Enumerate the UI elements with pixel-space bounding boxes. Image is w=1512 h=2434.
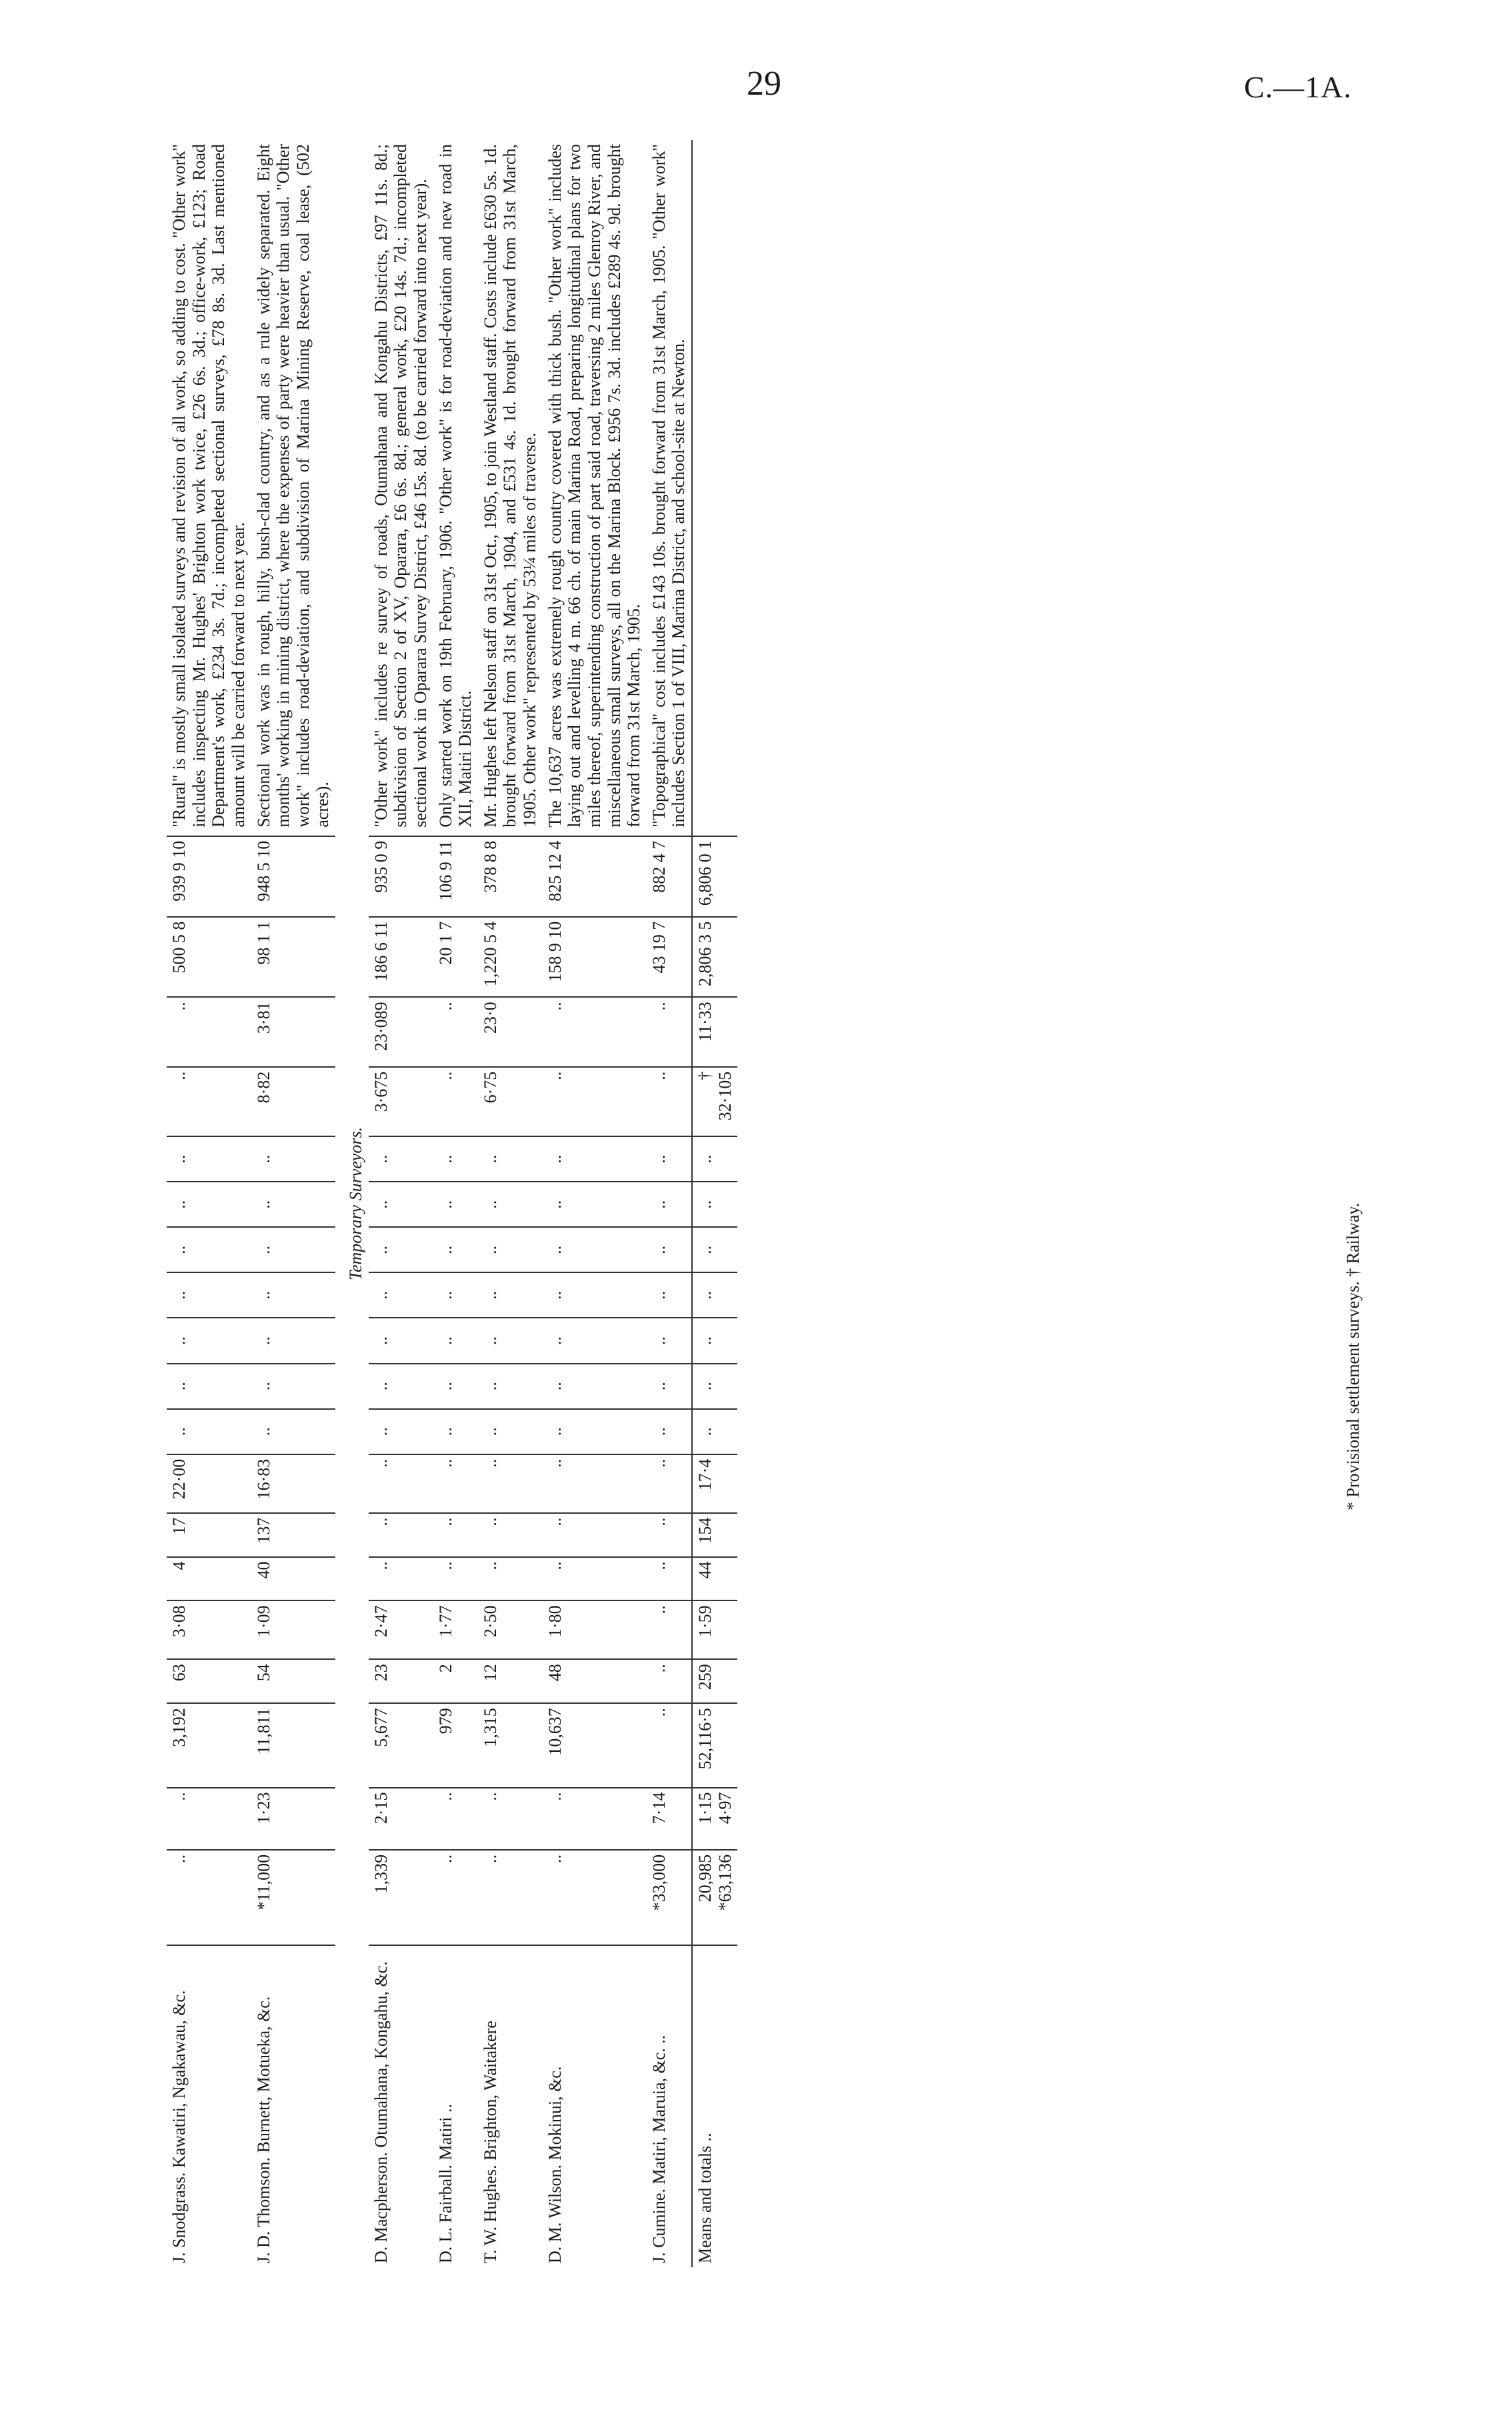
value-cell: ..	[369, 1318, 433, 1363]
value-cell: ..	[543, 1227, 647, 1272]
section-header: Temporary Surveyors.	[346, 1126, 365, 1281]
value-cell: ..	[478, 1272, 543, 1318]
value-cell: 63	[167, 1659, 251, 1703]
total-value: ..	[692, 1318, 737, 1363]
value-cell: ..	[647, 1659, 692, 1703]
value-cell: ..	[478, 1364, 543, 1409]
surveyor-cell: T. W. Hughes. Brighton, Waitakere	[478, 1945, 543, 2267]
value-cell: ..	[167, 1850, 251, 1945]
total-value: 6,806 0 1	[692, 836, 737, 917]
total-value: 17·4	[692, 1454, 737, 1513]
value-cell: ..	[478, 1182, 543, 1227]
total-value: 44	[692, 1557, 737, 1601]
value-cell: ..	[478, 1136, 543, 1182]
value-cell: ..	[167, 1364, 251, 1409]
value-cell: 4	[167, 1557, 251, 1601]
value-cell: 1·09	[251, 1600, 336, 1659]
value-cell: ..	[543, 1182, 647, 1227]
remarks-cell: Only started work on 19th February, 1906. "Other work" is for road-deviation and new road in XII, Matiri District.	[435, 144, 475, 828]
value-cell: 6·75	[478, 1067, 543, 1136]
total-value: ..	[692, 1227, 737, 1272]
value-cell: *33,000	[647, 1850, 692, 1945]
value-cell: 8·82	[251, 1067, 336, 1136]
value-cell: ..	[647, 1364, 692, 1409]
value-cell: ..	[543, 1454, 647, 1513]
value-cell: 40	[251, 1557, 336, 1601]
value-cell: ..	[543, 1557, 647, 1601]
value-cell: 1,339	[369, 1850, 433, 1945]
rotated-survey-table	[167, 140, 1340, 2267]
surveyor-cell: J. Snodgrass. Kawatiri, Ngakawau, &c.	[167, 1945, 251, 2267]
value-cell: ..	[543, 1364, 647, 1409]
value-cell: 378 8 8	[478, 836, 543, 917]
value-cell: 979	[433, 1703, 478, 1787]
value-cell: 1,220 5 4	[478, 917, 543, 998]
value-cell: 5,677	[369, 1703, 433, 1787]
value-cell: ..	[433, 1454, 478, 1513]
total-value: ..	[692, 1136, 737, 1182]
value-cell: ..	[647, 1703, 692, 1787]
value-cell: 3,192	[167, 1703, 251, 1787]
value-cell: ..	[369, 1409, 433, 1454]
value-cell: 106 9 11	[433, 836, 478, 917]
value-cell: 1·80	[543, 1600, 647, 1659]
total-value: ..	[692, 1364, 737, 1409]
total-value: ..	[692, 1409, 737, 1454]
value-cell: ..	[167, 1318, 251, 1363]
remarks-cell: The 10,637 acres was extremely rough country covered with thick bush. "Other work" includes laying out and levelling 4 m. 66 ch. of main Marina Road, preparing longitudinal plans for two miles thereof, superintending construction of part said road, traversing 2 miles Glenroy River, and miscellaneous small surveys, all on the Marina Block. £956 7s. 3d. includes £289 4s. 9d. brought forward from 31st March, 1905.	[545, 144, 644, 828]
value-cell: ..	[167, 1182, 251, 1227]
table-row	[251, 140, 336, 2267]
value-cell: ..	[647, 1409, 692, 1454]
value-cell: 48	[543, 1659, 647, 1703]
value-cell: ..	[369, 1513, 433, 1557]
value-cell: 1·77	[433, 1600, 478, 1659]
value-cell: ..	[543, 997, 647, 1066]
value-cell: ..	[433, 1318, 478, 1363]
value-cell: ..	[167, 1136, 251, 1182]
value-cell: 54	[251, 1659, 336, 1703]
value-cell: ..	[478, 1227, 543, 1272]
page-number: 29	[747, 65, 781, 103]
value-cell: ..	[433, 1850, 478, 1945]
value-cell: ..	[433, 1272, 478, 1318]
value-cell: ..	[251, 1318, 336, 1363]
document-reference: C.—1A.	[1244, 70, 1352, 104]
remarks-cell	[692, 140, 737, 836]
value-cell: 22·00	[167, 1454, 251, 1513]
value-cell: 11,811	[251, 1703, 336, 1787]
totals-row	[692, 140, 737, 2267]
total-value: 154	[692, 1513, 737, 1557]
value-cell: 1·23	[251, 1788, 336, 1850]
value-cell: ..	[647, 1513, 692, 1557]
table-row	[647, 140, 692, 2267]
value-cell: 7·14	[647, 1788, 692, 1850]
value-cell: ..	[167, 1067, 251, 1136]
value-cell: 2·50	[478, 1600, 543, 1659]
value-cell: 158 9 10	[543, 917, 647, 998]
value-cell: ..	[369, 1182, 433, 1227]
total-value: 1·15 4·97	[692, 1788, 737, 1850]
value-cell: ..	[167, 1272, 251, 1318]
value-cell: ..	[647, 1557, 692, 1601]
value-cell: ..	[433, 1557, 478, 1601]
value-cell: ..	[369, 1557, 433, 1601]
value-cell: ..	[647, 1318, 692, 1363]
value-cell: 98 1 1	[251, 917, 336, 998]
value-cell: ..	[647, 1227, 692, 1272]
value-cell: ..	[647, 1182, 692, 1227]
value-cell: 137	[251, 1513, 336, 1557]
total-value: † 32·105	[692, 1067, 737, 1136]
total-value: 2,806 3 5	[692, 917, 737, 998]
remarks-cell: Sectional work was in rough, hilly, bush-clad country, and as a rule widely separated. Eight months' working in mining district, where the expenses of party were heavier than usual. "Other work" includes road-deviation, and subdivision of Marina Mining Reserve, coal lease, (502 acres).	[253, 144, 333, 828]
table-row	[167, 140, 251, 2267]
value-cell: ..	[251, 1272, 336, 1318]
value-cell: ..	[478, 1513, 543, 1557]
value-cell: ..	[369, 1136, 433, 1182]
value-cell: *11,000	[251, 1850, 336, 1945]
value-cell: ..	[647, 1136, 692, 1182]
totals-label: Means and totals ..	[692, 1945, 737, 2267]
value-cell: ..	[369, 1454, 433, 1513]
value-cell: 43 19 7	[647, 917, 692, 998]
value-cell: 825 12 4	[543, 836, 647, 917]
value-cell: 186 6 11	[369, 917, 433, 998]
value-cell: ..	[167, 1788, 251, 1850]
value-cell: ..	[369, 1272, 433, 1318]
section-header-row	[335, 140, 369, 2267]
value-cell: 935 0 9	[369, 836, 433, 917]
value-cell: ..	[167, 1227, 251, 1272]
total-value: ..	[692, 1182, 737, 1227]
value-cell: 20 1 7	[433, 917, 478, 998]
value-cell: ..	[647, 1067, 692, 1136]
survey-table	[167, 140, 737, 2267]
value-cell: ..	[433, 1067, 478, 1136]
total-value: 20,985 *63,136	[692, 1850, 737, 1945]
value-cell: ..	[543, 1513, 647, 1557]
value-cell: ..	[251, 1409, 336, 1454]
value-cell: ..	[543, 1067, 647, 1136]
surveyor-cell: D. L. Fairball. Matiri ..	[433, 1945, 478, 2267]
value-cell: ..	[647, 1454, 692, 1513]
value-cell: 23	[369, 1659, 433, 1703]
value-cell: ..	[433, 1513, 478, 1557]
value-cell: 23·0	[478, 997, 543, 1066]
value-cell: ..	[433, 1227, 478, 1272]
value-cell: ..	[433, 997, 478, 1066]
value-cell: 17	[167, 1513, 251, 1557]
surveyor-cell: D. M. Wilson. Mokinui, &c.	[543, 1945, 647, 2267]
value-cell: ..	[543, 1272, 647, 1318]
value-cell: ..	[478, 1454, 543, 1513]
remarks-cell: Mr. Hughes left Nelson staff on 31st Oct., 1905, to join Westland staff. Costs include £630 5s. 1d. brought forward from 31st March, 1904, and £531 4s. 1d. brought forward from 31st March, 1905. Other work" represented by 53¼ miles of traverse.	[480, 144, 539, 828]
value-cell: ..	[251, 1136, 336, 1182]
value-cell: 3·08	[167, 1600, 251, 1659]
value-cell: ..	[543, 1850, 647, 1945]
value-cell: ..	[647, 1600, 692, 1659]
value-cell: 12	[478, 1659, 543, 1703]
value-cell: 3·675	[369, 1067, 433, 1136]
value-cell: ..	[647, 997, 692, 1066]
value-cell: ..	[433, 1182, 478, 1227]
value-cell: ..	[433, 1788, 478, 1850]
remarks-cell: "Other work" includes re survey of roads, Otumahana and Kongahu Districts, £97 11s. 8d.; subdivision of Section 2 of XV, Oparara, £6 6s. 8d.; general work, £20 14s. 7d.; incompleted sectional work in Oparara Survey District, £46 15s. 8d. (to be carried forward into next year).	[371, 144, 430, 828]
remarks-cell: "Rural" is mostly small isolated surveys and revision of all work, so adding to cost. "Other work" includes inspecting Mr. Hughes' Brighton work twice, £26 6s. 3d.; office-work, £123; Road Department's work, £234 3s. 7d.; incompleted sectional surveys, £78 8s. 3d. Last mentioned amount will be carried forward to next year.	[169, 144, 248, 828]
table-row	[433, 140, 478, 2267]
footnote: * Provisional settlement surveys. † Railway.	[1343, 1202, 1363, 1510]
value-cell: 3·81	[251, 997, 336, 1066]
value-cell: ..	[543, 1788, 647, 1850]
value-cell: ..	[543, 1318, 647, 1363]
value-cell: 16·83	[251, 1454, 336, 1513]
value-cell: ..	[478, 1788, 543, 1850]
value-cell: ..	[167, 1409, 251, 1454]
remarks-cell: "Topographical" cost includes £143 10s. brought forward from 31st March, 1905. "Other work" includes Section 1 of VIII, Marina District, and school-site at Newton.	[649, 144, 689, 828]
value-cell: 2·47	[369, 1600, 433, 1659]
value-cell: ..	[647, 1272, 692, 1318]
value-cell: 10,637	[543, 1703, 647, 1787]
value-cell: ..	[251, 1364, 336, 1409]
value-cell: ..	[478, 1850, 543, 1945]
table-row	[369, 140, 433, 2267]
surveyor-cell: J. Cumine. Matiri, Maruia, &c. ..	[647, 1945, 692, 2267]
surveyor-cell: D. Macpherson. Otumahana, Kongahu, &c.	[369, 1945, 433, 2267]
total-value: ..	[692, 1272, 737, 1318]
value-cell: ..	[543, 1409, 647, 1454]
total-value: 52,116·5	[692, 1703, 737, 1787]
value-cell: ..	[543, 1136, 647, 1182]
value-cell: 2·15	[369, 1788, 433, 1850]
value-cell: 882 4 7	[647, 836, 692, 917]
value-cell: ..	[369, 1364, 433, 1409]
table-row	[478, 140, 543, 2267]
total-value: 11·33	[692, 997, 737, 1066]
value-cell: ..	[433, 1136, 478, 1182]
value-cell: ..	[433, 1364, 478, 1409]
value-cell: ..	[478, 1318, 543, 1363]
value-cell: ..	[251, 1227, 336, 1272]
value-cell: ..	[167, 997, 251, 1066]
value-cell: 948 5 10	[251, 836, 336, 917]
total-value: 1·59	[692, 1600, 737, 1659]
value-cell: ..	[369, 1227, 433, 1272]
value-cell: ..	[478, 1557, 543, 1601]
table-row	[543, 140, 647, 2267]
surveyor-cell: J. D. Thomson. Burnett, Motueka, &c.	[251, 1945, 336, 2267]
value-cell: ..	[433, 1409, 478, 1454]
value-cell: 939 9 10	[167, 836, 251, 917]
value-cell: 2	[433, 1659, 478, 1703]
total-value: 259	[692, 1659, 737, 1703]
value-cell: 500 5 8	[167, 917, 251, 998]
value-cell: 23·089	[369, 997, 433, 1066]
value-cell: 1,315	[478, 1703, 543, 1787]
value-cell: ..	[478, 1409, 543, 1454]
value-cell: ..	[251, 1182, 336, 1227]
